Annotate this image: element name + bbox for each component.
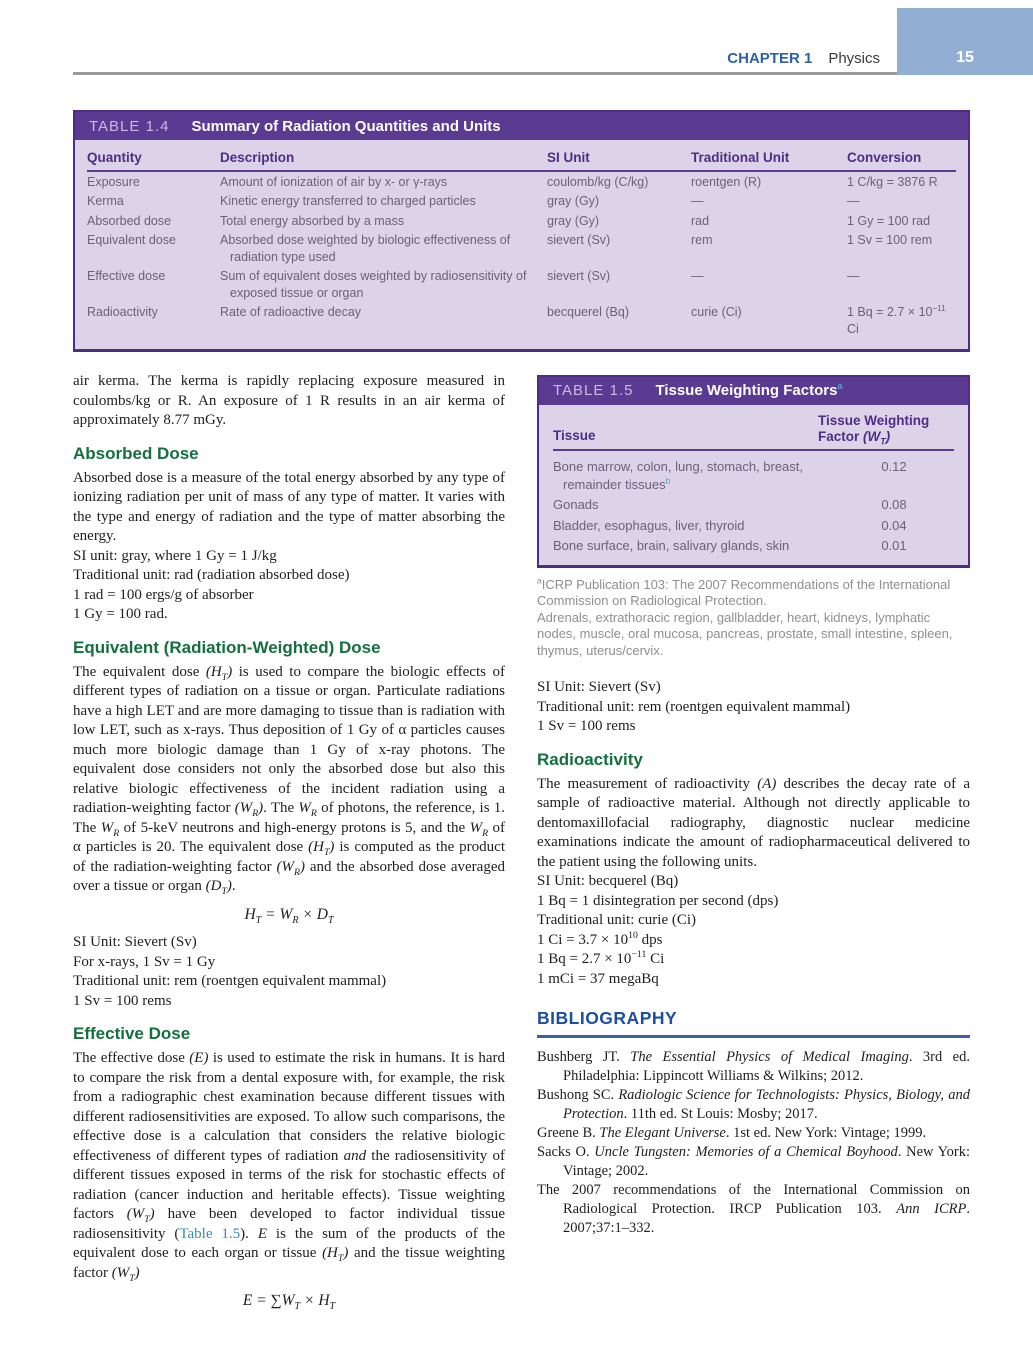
header-rule bbox=[73, 72, 897, 75]
table-1-5-footnotes bbox=[537, 577, 970, 660]
table-1-5-header-row bbox=[553, 413, 954, 451]
paragraph-air-kerma: air kerma. The kerma is rapidly replacing exposure measured in coulombs/kg or R. An exposure of 1 R results in an air kerma of approximately 8.77 mGy. bbox=[73, 373, 505, 428]
cell-quantity: Absorbed dose bbox=[87, 213, 172, 228]
equivalent-dose-heading: Equivalent (Radiation-Weighted) Dose bbox=[73, 637, 381, 657]
unit-line: For x-rays, 1 Sv = 1 Gy bbox=[73, 953, 216, 970]
table-1-4-label: TABLE 1.4 bbox=[89, 117, 170, 135]
unit-line: 1 rad = 100 ergs/g of absorber bbox=[73, 586, 254, 603]
table-row bbox=[553, 537, 954, 555]
cell-si-unit: gray (Gy) bbox=[547, 213, 600, 228]
cell-weighting-factor: 0.12 bbox=[881, 459, 907, 474]
unit-line: 1 $Bq = 2.7 \times 10^{-11}$ Ci bbox=[537, 949, 665, 967]
cell-quantity: Exposure bbox=[87, 174, 140, 189]
cell-quantity: Equivalent dose bbox=[87, 233, 176, 247]
bibliography-entry: The 2007 recommendations of the International Commission on Radiological Protection. IRCP Publication 103. Ann ICRP. 2007;37:1–332. bbox=[537, 1181, 970, 1236]
cell-tissue: Bone marrow, colon, lung, stomach, breast, remainder tissues$^b$ bbox=[553, 459, 804, 492]
effective-dose-formula: $E = \sum W_T \times H_T$ bbox=[242, 1292, 336, 1313]
cell-description: Sum of equivalent doses weighted by radiosensitivity of exposed tissue or organ bbox=[220, 269, 527, 300]
unit-line: SI unit: gray, where 1 Gy = 1 J/kg bbox=[73, 547, 277, 564]
cell-traditional-unit: rem bbox=[691, 233, 713, 247]
absorbed-dose-heading: Absorbed Dose bbox=[73, 443, 199, 463]
equivalent-dose-units bbox=[73, 933, 505, 1011]
unit-line: SI Unit: Sievert (Sv) bbox=[537, 679, 661, 695]
right-column bbox=[537, 375, 970, 1238]
table-1-4-title: Summary of Radiation Quantities and Units bbox=[191, 117, 501, 135]
unit-line: Traditional unit: rad (radiation absorbed dose) bbox=[73, 567, 350, 583]
cell-description: Kinetic energy transferred to charged particles bbox=[220, 194, 476, 208]
cell-quantity: Kerma bbox=[87, 194, 124, 208]
cell-si-unit: coulomb/kg (C/kg) bbox=[547, 174, 649, 189]
unit-line: 1 $Ci = 3.7 \times 10^{10}$ dps bbox=[537, 929, 663, 948]
cell-tissue: Bone surface, brain, salivary glands, skin bbox=[553, 538, 790, 553]
table-row bbox=[87, 192, 956, 212]
table-row bbox=[553, 517, 954, 535]
bibliography-list bbox=[537, 1048, 970, 1238]
unit-line: SI Unit: Sievert (Sv) bbox=[73, 934, 197, 950]
table-row bbox=[87, 171, 956, 192]
column-header: SI Unit bbox=[547, 146, 691, 171]
sievert-units bbox=[537, 678, 970, 737]
table-1-4-title-bar bbox=[75, 112, 968, 140]
cell-quantity: Radioactivity bbox=[87, 305, 158, 319]
paragraph-equivalent-dose: The equivalent dose $(H_T)$ is used to compare the biologic effects of different types of radiation on a tissue or organ. Particulate radiations have a high LET and are more damaging to tissue than is radiation with low LET, such as x-rays. Thus deposition of 1 Gy of α particles causes much more biologic damage than 1 Gy of x-ray photons. The equivalent dose considers not only the absorbed dose but also this relative biologic effectiveness of the incident radiation using a radiation-weighting factor $(W_R)$. The $W_R$ of photons, the reference, is 1. The $W_R$ of 5-keV neutrons and high-energy protons is 5, and the $W_R$ of α particles is 20. The equivalent dose $(H_T)$ is computed as the product of the radiation-weighting factor $(W_R)$ and the absorbed dose averaged over a tissue or organ $(D_T)$. bbox=[73, 663, 506, 897]
chapter-title: Physics bbox=[828, 50, 880, 67]
cell-weighting-factor: 0.08 bbox=[881, 497, 907, 512]
cell-weighting-factor: 0.04 bbox=[881, 517, 907, 533]
table-1-5-label: TABLE 1.5 bbox=[553, 382, 634, 400]
running-head bbox=[73, 50, 880, 67]
cell-conversion: — bbox=[847, 194, 860, 208]
table-1-5-title-bar bbox=[539, 377, 968, 405]
unit-line: 1 Sv = 100 rems bbox=[73, 992, 172, 1009]
cell-description: Total energy absorbed by a mass bbox=[220, 213, 405, 228]
cell-tissue: Bladder, esophagus, liver, thyroid bbox=[553, 517, 745, 533]
bibliography-entry: Greene B. The Elegant Universe. 1st ed. New York: Vintage; 1999. bbox=[537, 1124, 927, 1141]
equivalent-dose-formula: $H_T = W_R \times D_T$ bbox=[244, 905, 334, 926]
bibliography-heading: BIBLIOGRAPHY bbox=[537, 1009, 970, 1038]
paragraph-radioactivity: The measurement of radioactivity (A) describes the decay rate of a sample of radioactive material. Although not directly applicable to dentomaxillofacial radiography, diagnostic nuclear medicine examinations indicate the amount of radiopharmaceutical delivered to the patient using the following units. bbox=[537, 775, 970, 870]
table-row bbox=[553, 458, 954, 493]
column-header: Traditional Unit bbox=[691, 146, 847, 171]
cross-reference-link[interactable]: Table 1.5 bbox=[179, 1225, 241, 1242]
table-1-4-header-row bbox=[87, 146, 956, 171]
cell-traditional-unit: — bbox=[691, 269, 704, 283]
chapter-label: CHAPTER 1 bbox=[727, 50, 813, 67]
cell-quantity: Effective dose bbox=[87, 269, 166, 283]
table-1-4 bbox=[73, 110, 970, 352]
page-number: 15 bbox=[956, 49, 974, 66]
table-1-5-body bbox=[539, 405, 968, 565]
cell-si-unit: becquerel (Bq) bbox=[547, 305, 629, 319]
cell-description: Rate of radioactive decay bbox=[220, 305, 362, 319]
table-1-4-body bbox=[75, 140, 968, 349]
cell-tissue: Gonads bbox=[553, 497, 599, 512]
column-header: Description bbox=[220, 146, 547, 171]
bibliography-entry: Bushberg JT. The Essential Physics of Medical Imaging. 3rd ed. Philadelphia: Lippincott Williams & Wilkins; 2012. bbox=[537, 1048, 970, 1084]
cell-traditional-unit: — bbox=[691, 194, 704, 208]
cell-description: Amount of ionization of air by x- or γ-rays bbox=[220, 174, 448, 189]
footnote-line: Adrenals, extrathoracic region, gallbladder, heart, kidneys, lymphatic nodes, muscle, oral mucosa, pancreas, prostate, small intestine, spleen, thymus, uterus/cervix. bbox=[537, 609, 953, 658]
unit-line: 1 Bq = 1 disintegration per second (dps) bbox=[537, 892, 779, 909]
column-header: Conversion bbox=[847, 146, 956, 171]
column-header: Quantity bbox=[87, 146, 220, 171]
table-row bbox=[553, 496, 954, 514]
cell-conversion: 1 Gy = 100 rad bbox=[847, 213, 931, 228]
absorbed-dose-units bbox=[73, 547, 505, 625]
unit-line: Traditional unit: rem (roentgen equivalent mammal) bbox=[537, 698, 851, 715]
cell-conversion: — bbox=[847, 269, 860, 283]
cell-si-unit: sievert (Sv) bbox=[547, 269, 611, 283]
paragraph-effective-dose: The effective dose (E) is used to estimate the risk in humans. It is hard to compare the risk from a dental exposure with, for example, the risk from a radiographic chest examination because different tissues with different radiosensitivities are exposed. To allow such comparisons, the effective dose is a calculation that considers the relative biologic effectiveness of different types of radiation and the radiosensitivity of different tissues exposed in terms of the risk for stochastic effects of radiation (cancer induction and heritable effects). Tissue weighting factors $(W_T)$ have been developed to factor individual tissue radiosensitivity (Table 1.5). E is the sum of the products of the equivalent dose to each organ or tissue $(H_T)$ and the tissue weighting factor $(W_T)$ bbox=[73, 1050, 505, 1284]
cell-conversion: 1 Sv = 100 rem bbox=[847, 233, 933, 247]
cell-traditional-unit: rad bbox=[691, 213, 710, 228]
cell-weighting-factor: 0.01 bbox=[881, 538, 907, 553]
table-row bbox=[87, 303, 956, 339]
unit-line: 1 mCi = 37 megaBq bbox=[537, 970, 659, 987]
unit-line: 1 Sv = 100 rems bbox=[537, 718, 636, 734]
unit-line: 1 Gy = 100 rad. bbox=[73, 606, 168, 622]
unit-line: Traditional unit: curie (Ci) bbox=[537, 912, 697, 928]
cell-conversion: 1 $Bq = 2.7 \times 10^{-11}$ Ci bbox=[847, 303, 946, 336]
cell-si-unit: sievert (Sv) bbox=[547, 233, 611, 247]
bibliography-entry: Sacks O. Uncle Tungsten: Memories of a Chemical Boyhood. New York: Vintage; 2002. bbox=[537, 1143, 970, 1179]
unit-line: SI Unit: becquerel (Bq) bbox=[537, 873, 679, 889]
column-header-factor: Tissue Weighting Factor $(W_T)$ bbox=[818, 413, 930, 447]
unit-line: Traditional unit: rem (roentgen equivalent mammal) bbox=[73, 973, 387, 989]
page-number-box bbox=[897, 8, 1033, 75]
effective-dose-heading: Effective Dose bbox=[73, 1024, 191, 1043]
cell-description: Absorbed dose weighted by biologic effectiveness of radiation type used bbox=[220, 233, 511, 264]
radioactivity-units bbox=[537, 872, 970, 989]
paragraph-absorbed-dose: Absorbed dose is a measure of the total energy absorbed by any type of ionizing radiation per unit of mass of any type of matter. It varies with the type and energy of radiation and the type of matter absorbing the energy. bbox=[73, 469, 505, 544]
table-row bbox=[87, 231, 956, 267]
table-row bbox=[87, 211, 956, 231]
cell-traditional-unit: curie (Ci) bbox=[691, 305, 742, 319]
table-1-5-rows bbox=[553, 458, 954, 555]
footnote-line: $^a$ICRP Publication 103: The 2007 Recommendations of the International Commission on Radiological Protection. bbox=[537, 575, 951, 608]
cell-si-unit: gray (Gy) bbox=[547, 194, 600, 208]
table-1-5 bbox=[537, 375, 970, 568]
bibliography-entry: Bushong SC. Radiologic Science for Technologists: Physics, Biology, and Protection. 11th ed. St Louis: Mosby; 2017. bbox=[537, 1086, 970, 1122]
radioactivity-heading: Radioactivity bbox=[537, 749, 643, 769]
column-header-tissue: Tissue bbox=[553, 427, 596, 443]
table-row bbox=[87, 267, 956, 303]
table-1-5-title: Tissue Weighting Factors$^a$ bbox=[655, 381, 843, 400]
left-column bbox=[73, 372, 505, 1320]
cell-conversion: 1 C/kg = 3876 R bbox=[847, 174, 938, 189]
cell-traditional-unit: roentgen (R) bbox=[691, 174, 762, 189]
